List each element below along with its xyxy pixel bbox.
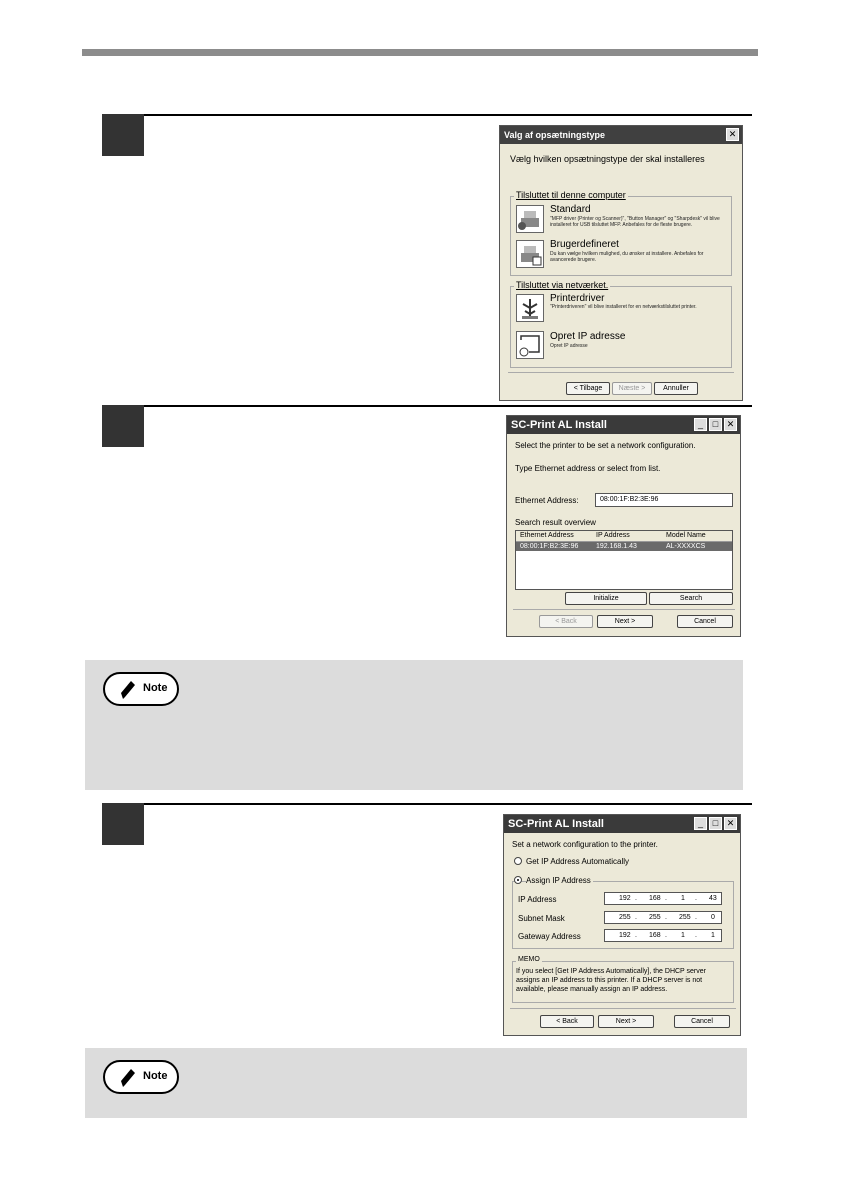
setup-type-dialog [499, 125, 743, 401]
ethernet-address-input[interactable]: 08:00:1F:B2:3E:96 [595, 493, 733, 507]
option-ip-desc: Opret IP adresse [550, 343, 588, 349]
divider [513, 609, 735, 610]
dialog-title: SC-Print AL Install [508, 818, 604, 830]
octet: 168 [649, 932, 661, 939]
next-button[interactable]: Next > [597, 615, 653, 628]
network-group-label: Tilsluttet via netværket. [516, 280, 609, 290]
step-rule [102, 114, 752, 116]
step-marker [102, 405, 144, 447]
row-model: AL-XXXXCS [666, 543, 706, 550]
radio-auto[interactable] [514, 857, 522, 865]
minimize-button[interactable]: _ [694, 418, 707, 431]
row-ethernet: 08:00:1F:B2:3E:96 [520, 543, 579, 550]
note-label: Note [143, 682, 168, 694]
note-box [85, 660, 743, 790]
custom-icon[interactable] [516, 240, 544, 268]
dialog-title: Valg af opsætningstype [504, 130, 606, 140]
next-button[interactable]: Næste > [612, 382, 652, 395]
close-button[interactable]: ✕ [724, 817, 737, 830]
pencil-icon [119, 1067, 137, 1089]
memo-text: If you select [Get IP Address Automatically], the DHCP server assigns an IP address to this printer. If a DHCP server is not available, please manually assign an IP address. [516, 968, 706, 993]
divider [510, 1008, 736, 1009]
ip-label: IP Address [518, 895, 557, 904]
octet: 43 [709, 895, 717, 902]
octet: 255 [619, 914, 631, 921]
mask-label: Subnet Mask [518, 914, 565, 923]
search-result-label: Search result overview [515, 518, 596, 527]
printer-select-dialog [506, 415, 741, 637]
dialog-titlebar [500, 126, 742, 144]
pencil-icon [119, 679, 137, 701]
option-custom-title[interactable]: Brugerdefineret [550, 239, 619, 250]
radio-assign-label[interactable]: Assign IP Address [526, 876, 591, 885]
octet: 192 [619, 932, 631, 939]
radio-auto-label[interactable]: Get IP Address Automatically [526, 857, 630, 866]
radio-assign[interactable] [514, 876, 522, 884]
divider [508, 372, 734, 373]
instruction-line: Set a network configuration to the printer. [512, 840, 658, 849]
option-ip-title[interactable]: Opret IP adresse [550, 331, 626, 342]
octet: 168 [649, 895, 661, 902]
dialog-prompt: Vælg hvilken opsætningstype der skal installeres [510, 154, 705, 164]
cancel-button[interactable]: Cancel [677, 615, 733, 628]
ip-address-input[interactable]: 192 . 168 . 1 . 43 [604, 892, 722, 905]
ethernet-label: Ethernet Address: [515, 496, 579, 505]
option-custom-desc: Du kan vælge hvilken mulighed, du ønsker at installere. Anbefales for avancerede brugere. [550, 251, 704, 263]
octet: 255 [649, 914, 661, 921]
close-button[interactable]: ✕ [726, 128, 739, 141]
list-header [516, 531, 732, 542]
instruction-line-1: Select the printer to be set a network configuration. [515, 441, 696, 450]
column-header[interactable]: Model Name [666, 532, 706, 539]
option-printer-driver-title[interactable]: Printerdriver [550, 293, 605, 304]
dialog-title: SC-Print AL Install [511, 419, 607, 431]
initialize-button[interactable]: Initialize [565, 592, 647, 605]
standard-icon[interactable] [516, 205, 544, 233]
table-row[interactable] [516, 542, 732, 551]
gateway-label: Gateway Address [518, 932, 581, 941]
instruction-line-2: Type Ethernet address or select from list. [515, 464, 661, 473]
printer-driver-icon[interactable] [516, 294, 544, 322]
step-marker [102, 803, 144, 845]
maximize-button[interactable]: □ [709, 817, 722, 830]
octet: 1 [681, 932, 685, 939]
cancel-button[interactable]: Cancel [674, 1015, 730, 1028]
memo-label: MEMO [518, 956, 540, 963]
result-list[interactable] [515, 530, 733, 590]
next-button[interactable]: Next > [598, 1015, 654, 1028]
octet: 192 [619, 895, 631, 902]
octet: 0 [711, 914, 715, 921]
cancel-button[interactable]: Annuller [654, 382, 698, 395]
header-rule [82, 49, 758, 56]
note-badge [103, 672, 179, 706]
subnet-mask-input[interactable]: 255 . 255 . 255 . 0 [604, 911, 722, 924]
octet: 1 [681, 895, 685, 902]
column-header[interactable]: Ethernet Address [520, 532, 574, 539]
network-config-dialog [503, 814, 741, 1036]
note-badge [103, 1060, 179, 1094]
option-standard-desc: "MFP driver (Printer og Scanner)", "Button Manager" og "Sharpdesk" vil blive installeret for USB tilsluttet MFP. Anbefales for de fleste brugere. [550, 216, 720, 228]
column-header[interactable]: IP Address [596, 532, 630, 539]
local-group-label: Tilsluttet til denne computer [516, 190, 626, 200]
back-button[interactable]: < Tilbage [566, 382, 610, 395]
minimize-button[interactable]: _ [694, 817, 707, 830]
back-button[interactable]: < Back [539, 615, 593, 628]
back-button[interactable]: < Back [540, 1015, 594, 1028]
step-marker [102, 114, 144, 156]
octet: 1 [711, 932, 715, 939]
maximize-button[interactable]: □ [709, 418, 722, 431]
gateway-input[interactable]: 192 . 168 . 1 . 1 [604, 929, 722, 942]
search-button[interactable]: Search [649, 592, 733, 605]
octet: 255 [679, 914, 691, 921]
note-box [85, 1048, 747, 1118]
option-printer-driver-desc: "Printerdriveren" vil blive installeret for en netværkstilsluttet printer. [550, 304, 697, 310]
step-rule [102, 803, 752, 805]
step-rule [102, 405, 752, 407]
option-standard-title[interactable]: Standard [550, 204, 591, 215]
row-ip: 192.168.1.43 [596, 543, 637, 550]
close-button[interactable]: ✕ [724, 418, 737, 431]
note-label: Note [143, 1070, 168, 1082]
ip-address-icon[interactable] [516, 331, 544, 359]
